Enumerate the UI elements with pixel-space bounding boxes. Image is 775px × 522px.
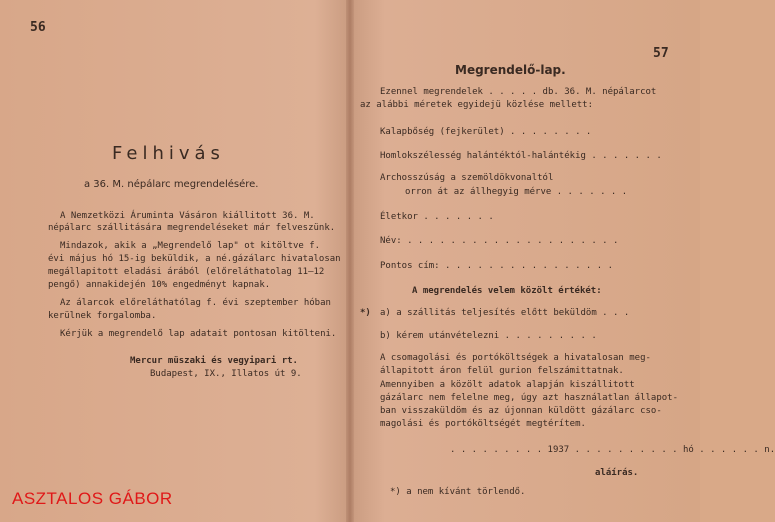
announcement-subheading: a 36. M. népálarc megrendelésére. <box>84 179 259 190</box>
option-a-prepay: a) a szállitás teljesítés előtt beküldöm . . . <box>380 308 630 318</box>
signature-label: aláírás. <box>595 468 639 478</box>
paragraph2-line4: pengő) annakidején 10% engedményt kapnak. <box>48 280 271 290</box>
paragraph4: Kérjük a megrendelő lap adatait pontosan kitölteni. <box>60 329 337 339</box>
watermark-text: ASZTALOS GÁBOR <box>12 489 173 508</box>
order-form-title: Megrendelő-lap. <box>455 63 566 77</box>
field-forehead-width: Homlokszélesség halántéktól-halántékig . . . . . . . <box>380 151 662 161</box>
note-line4: magolási és portóköltségét megtérítem. <box>380 419 586 429</box>
note-line1: Amennyiben a közölt adatok alapján kiszállitott <box>380 380 635 390</box>
right-page <box>350 0 775 522</box>
page-number-right: 57 <box>653 46 669 61</box>
value-heading: A megrendelés velem közölt értékét: <box>412 286 602 296</box>
field-hat-size: Kalapbőség (fejkerület) . . . . . . . . <box>380 127 592 137</box>
field-age: Életkor . . . . . . . <box>380 212 494 222</box>
option-b-cod: b) kérem utánvételezni . . . . . . . . . <box>380 331 597 341</box>
paragraph2-line3: megállapitott eladási árából (előreláthatolag 11—12 <box>48 267 325 277</box>
paragraph3-line1: Az álarcok előreláthatólag f. évi szeptember hóban <box>60 298 331 308</box>
paragraph1-line1: A Nemzetközi Áruminta Vásáron kiállitott 36. M. <box>60 211 315 221</box>
option-a-marker: *) <box>360 308 371 318</box>
left-page <box>0 0 350 522</box>
footnote: *) a nem kívánt törlendő. <box>390 487 526 497</box>
paragraph3-line2: kerülnek forgalomba. <box>48 311 157 321</box>
page-number-left: 56 <box>30 20 46 35</box>
note-line3: ban visszaküldöm és az újonnan küldött gázálarc cso- <box>380 406 662 416</box>
field-name: Név: . . . . . . . . . . . . . . . . . . . . <box>380 236 619 246</box>
costs-line1: A csomagolási és portóköltségek a hivatalosan meg- <box>380 353 651 363</box>
company-name: Mercur müszaki és vegyipari rt. <box>130 356 298 366</box>
paragraph1-line2: népálarc szállitására megrendeléseket már felveszünk. <box>48 223 336 233</box>
costs-line2: állapitott áron felül gurion felszámittatnak. <box>380 366 624 376</box>
date-line: . . . . . . . . . 1937 . . . . . . . . . . hó . . . . . . n. <box>450 445 775 455</box>
note-line2: gázálarc nem felelne meg, úgy azt használatlan állapot- <box>380 393 679 403</box>
intro-line1: Ezennel megrendelek . . . . . db. 36. M. népálarcot <box>380 87 657 97</box>
paragraph2-line2: évi május hó 15-ig beküldik, a né.gázálarc hivatalosan <box>48 254 341 264</box>
company-address: Budapest, IX., Illatos út 9. <box>150 369 302 379</box>
announcement-heading: Felhivás <box>112 143 225 164</box>
paragraph2-line1: Mindazok, akik a „Megrendelő lap" ot kitöltve f. <box>60 241 321 251</box>
intro-line2: az alábbi méretek egyidejü közlése mellett: <box>360 100 593 110</box>
field-face-length-2: orron át az állhegyig mérve . . . . . . . <box>405 187 628 197</box>
field-address: Pontos cím: . . . . . . . . . . . . . . . . <box>380 261 613 271</box>
field-face-length-1: Archosszúság a szemöldökvonaltól <box>380 173 554 183</box>
